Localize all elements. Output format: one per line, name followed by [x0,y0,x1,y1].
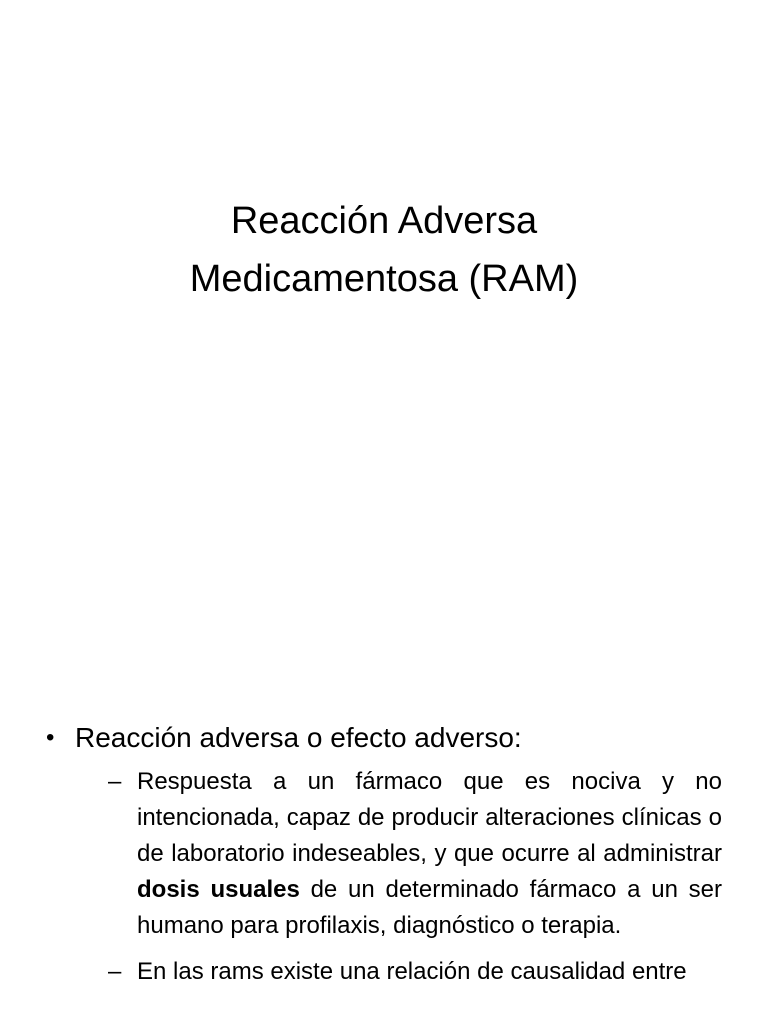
bullet-list [46,718,722,1000]
sub-list [75,764,722,990]
title-line-2: Medicamentosa (RAM) [189,258,579,300]
sub-item-causality [108,954,722,990]
definition-text-start: Respuesta a un fármaco que es nociva y no intencionada, capaz de producir alteraciones clínicas o de laboratorio indeseables, y que ocurre al administrar [137,768,722,867]
definition-bold-text: dosis usuales [137,876,300,903]
dash-icon: – [108,958,122,985]
dash-icon: – [108,768,122,795]
causality-text: En las rams existe una relación de causalidad entre [137,958,687,985]
bullet-text: Reacción adversa o efecto adverso: [75,722,522,753]
title-line-1: Reacción Adversa [230,200,538,242]
definition-text-end: de un determinado fármaco a un ser humano para profilaxis, diagnóstico o terapia. [137,876,723,939]
slide-title [0,192,768,308]
sub-item-definition [108,764,722,944]
bullet-item [46,718,722,990]
bullet-dot-icon: • [46,724,55,751]
